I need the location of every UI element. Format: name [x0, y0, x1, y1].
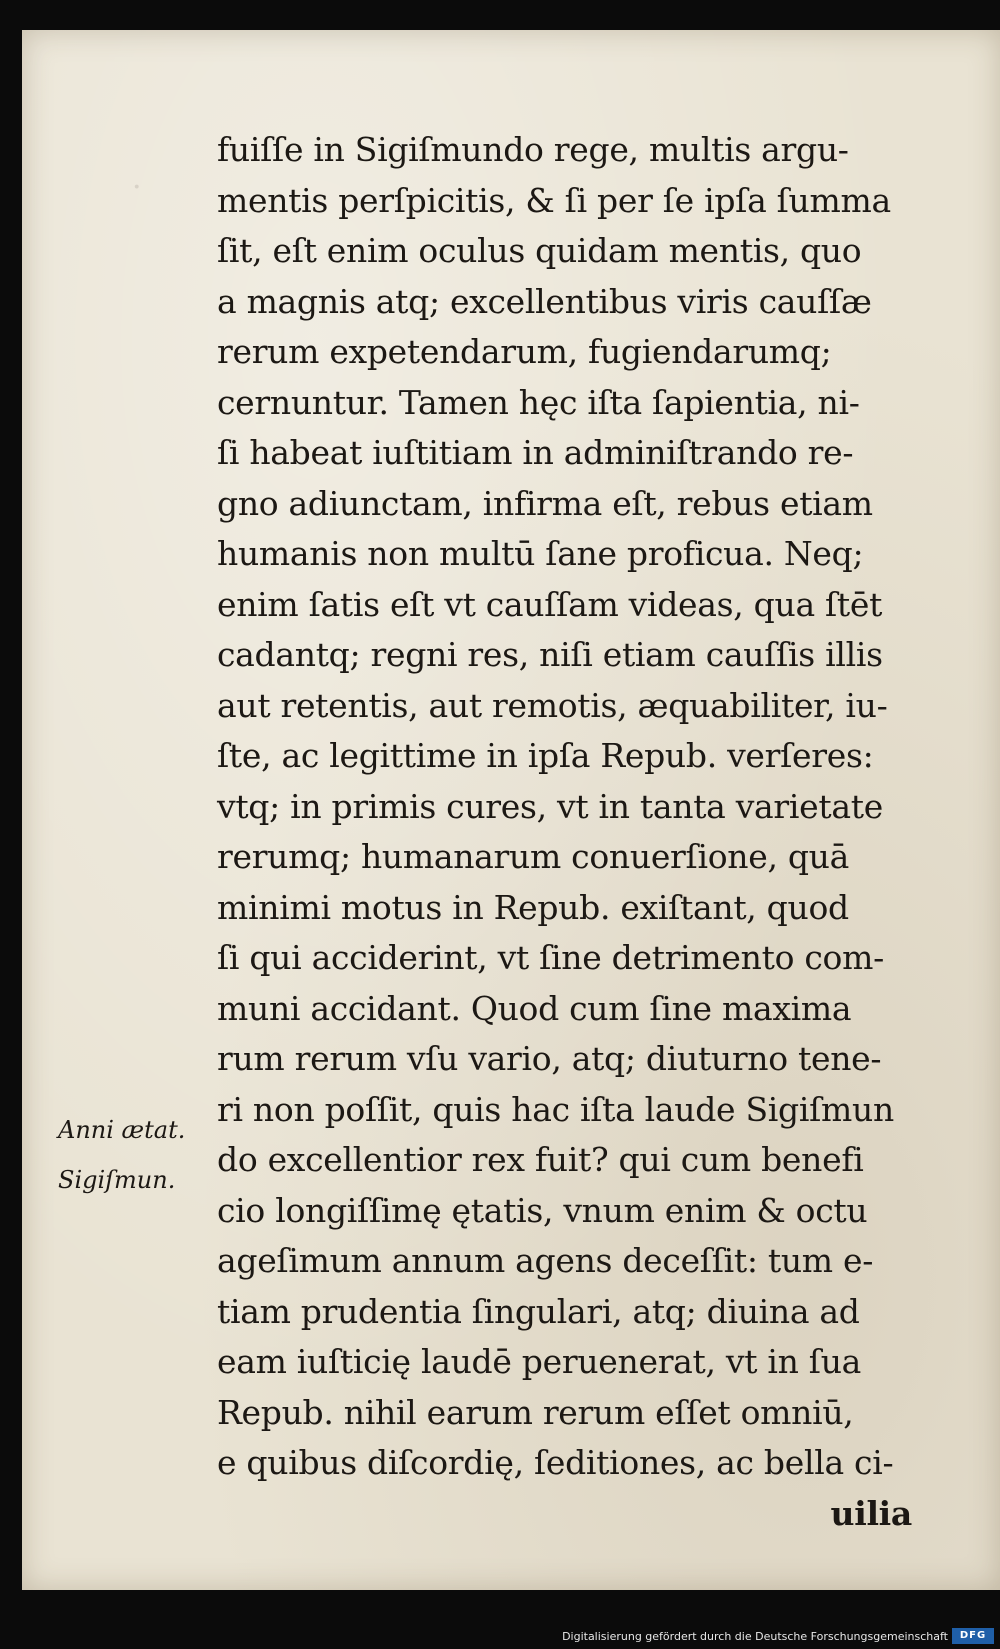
text-line: cadantq; regni res, niſi etiam cauſſis illis: [217, 635, 883, 674]
text-line: rum rerum vſu vario, atq; diuturno tene-: [217, 1039, 882, 1078]
show-through-text: ·: [132, 170, 142, 205]
text-line: cio longiſſimę ętatis, vnum enim & octu: [217, 1190, 868, 1230]
text-line: a magnis atq; excellentibus viris cauſſæ: [217, 281, 872, 321]
text-line: eam iuſticię laudē peruenerat, vt in ſua: [217, 1342, 862, 1381]
text-line: rerum expetendarum, fugiendarumq;: [217, 332, 832, 371]
book-page: [22, 30, 1000, 1590]
text-line: tiam prudentia ſingulari, atq; diuina ad: [217, 1291, 860, 1331]
text-line: cernuntur. Tamen hęc iſta ſapientia, ni-: [217, 382, 860, 422]
text-line: ſit, eſt enim oculus quidam mentis, quo: [217, 231, 862, 270]
text-line: gno adiunctam, infirma eſt, rebus etiam: [217, 483, 873, 523]
text-line: mentis perſpicitis, & ſi per ſe ipſa ſumma: [217, 180, 891, 220]
catchword: uilia: [830, 1493, 912, 1533]
margin-note: Anni ætat.: [58, 1116, 186, 1144]
text-line: muni accidant. Quod cum ſine maxima: [217, 988, 852, 1028]
text-line: minimi motus in Repub. exiſtant, quod: [217, 887, 849, 927]
text-line: vtq; in primis cures, vt in tanta varietate: [217, 786, 883, 826]
text-line: ri non poſſit, quis hac iſta laude Sigiſmun: [217, 1089, 894, 1129]
text-line: ſi habeat iuſtitiam in adminiſtrando re-: [217, 433, 854, 472]
footer-bar: [0, 1619, 1000, 1649]
body-text: [217, 125, 957, 1539]
margin-note: Sigiſmun.: [58, 1166, 176, 1194]
text-line: ſte, ac legittime in ipſa Repub. verſeres:: [217, 736, 874, 775]
text-line: humanis non multū ſane proficua. Neq;: [217, 534, 864, 573]
text-line: do excellentior rex fuit? qui cum benefi: [217, 1140, 864, 1179]
text-line: enim ſatis eſt vt cauſſam videas, qua ſtēt: [217, 584, 883, 624]
text-line: fuiſſe in Sigiſmundo rege, multis argu-: [217, 130, 849, 169]
text-line: rerumq; humanarum conuerſione, quā: [217, 837, 849, 876]
text-line: e quibus diſcordię, ſeditiones, ac bella ci-: [217, 1443, 894, 1482]
dfg-logo: DFG: [952, 1628, 994, 1644]
digitization-credit: Digitalisierung gefördert durch die Deutsche Forschungsgemeinschaft: [562, 1630, 948, 1643]
text-line: ageſimum annum agens deceſſit: tum e-: [217, 1241, 874, 1280]
text-line: Repub. nihil earum rerum eſſet omniū,: [217, 1392, 854, 1432]
text-line: ſi qui acciderint, vt ſine detrimento com-: [217, 938, 884, 977]
text-line: aut retentis, aut remotis, æquabiliter, iu-: [217, 685, 888, 725]
